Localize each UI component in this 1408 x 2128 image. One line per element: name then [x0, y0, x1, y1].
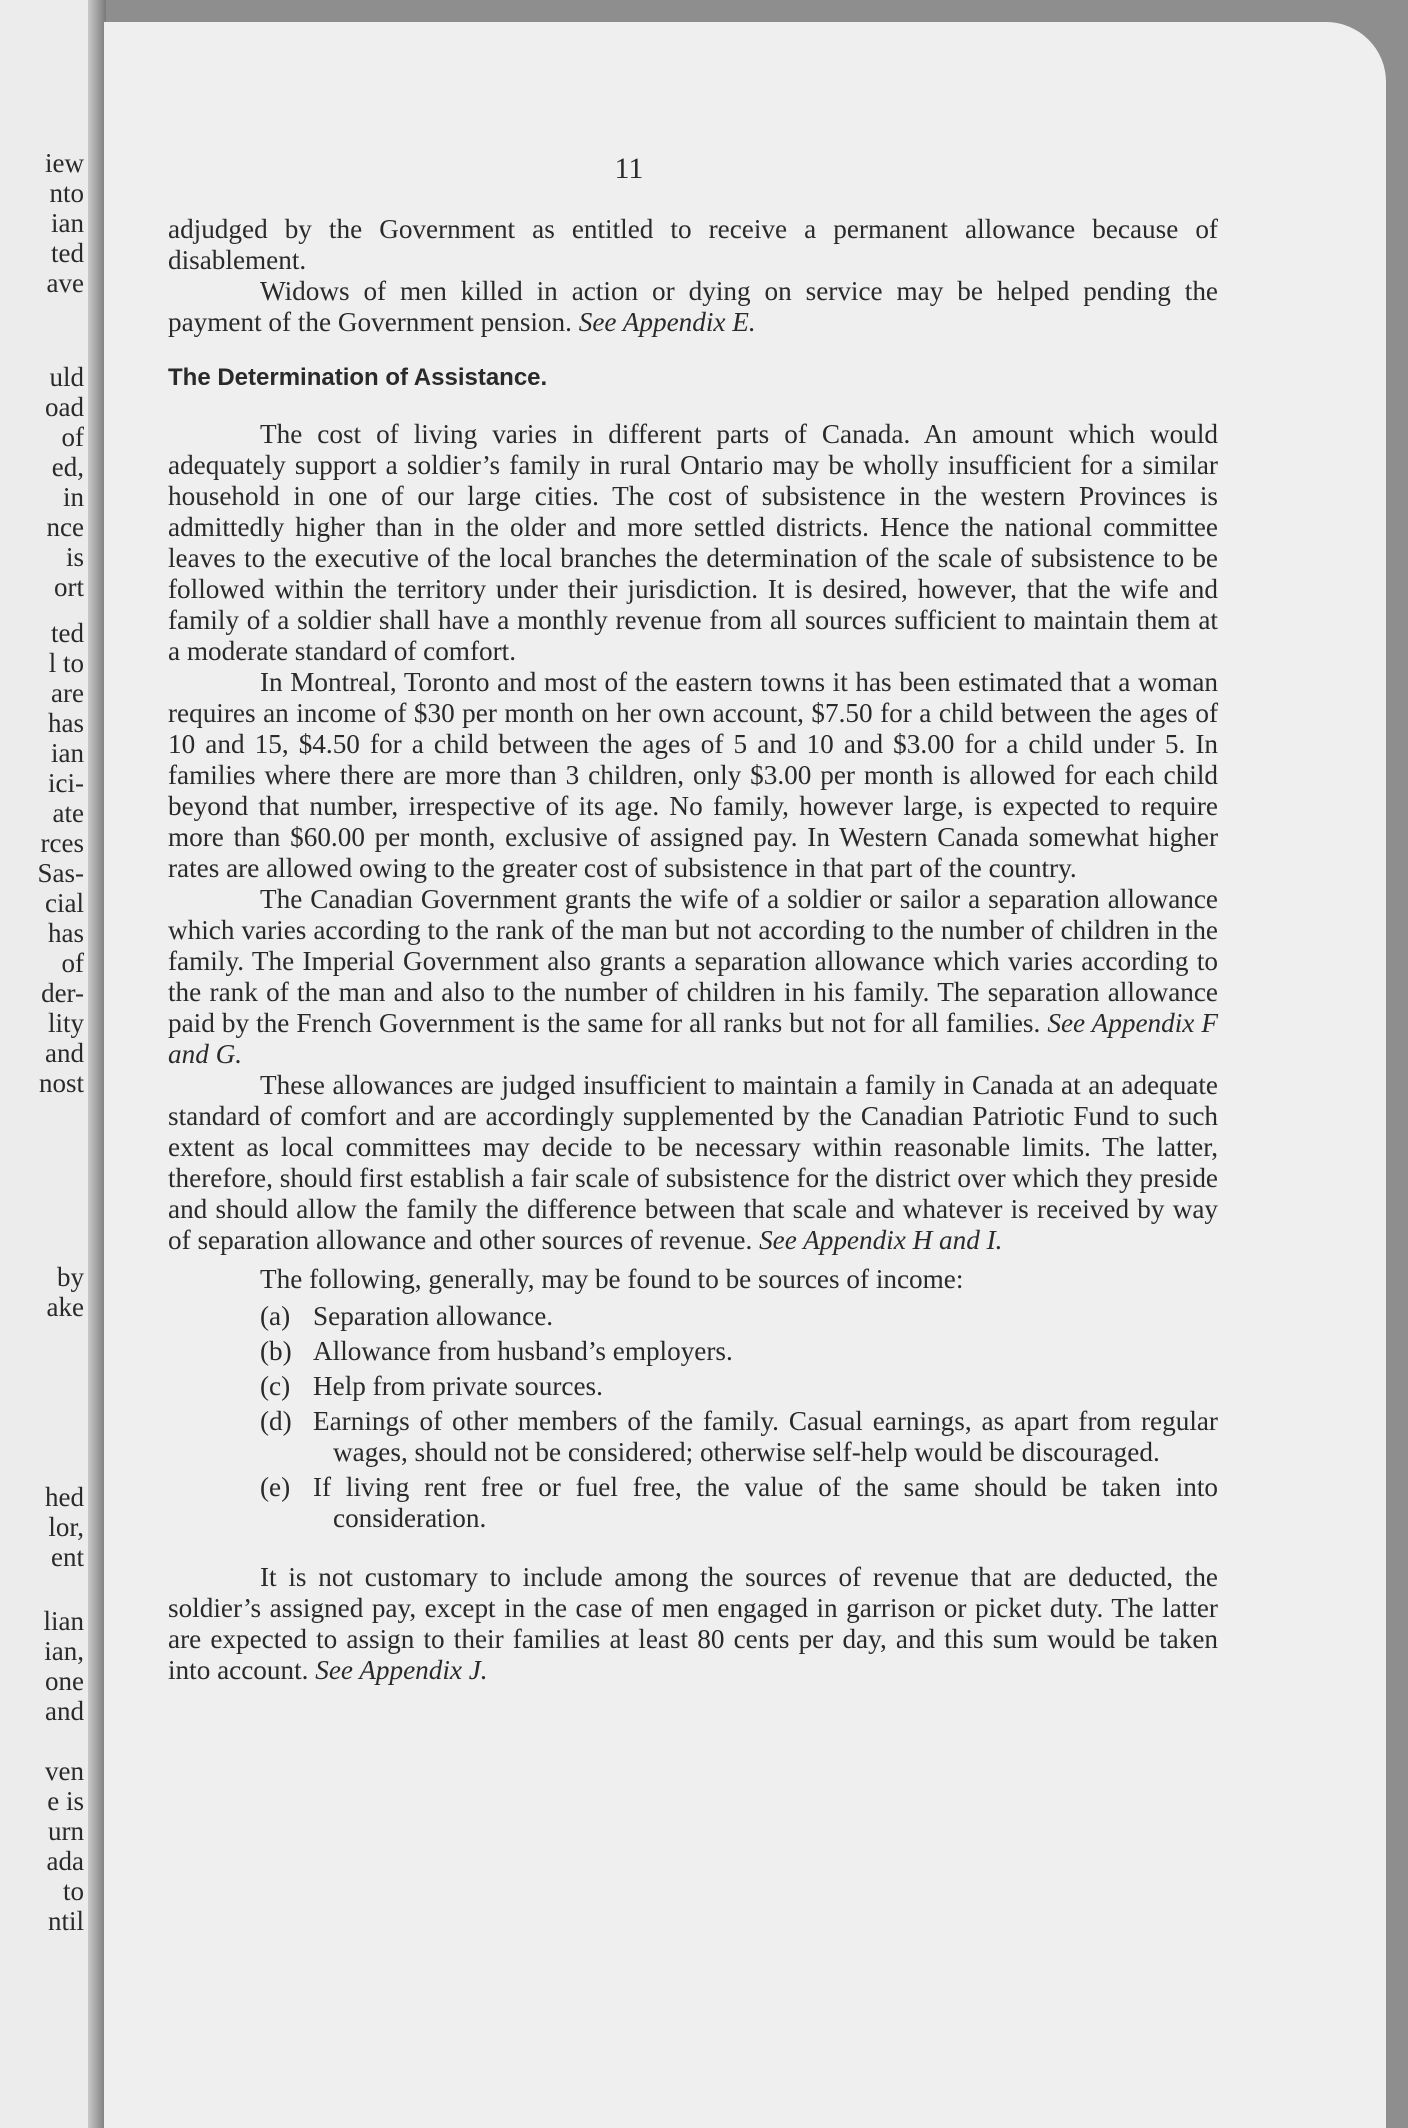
left-fragment: nce	[46, 512, 84, 542]
list-item-text: Allowance from husband’s employers.	[313, 1336, 733, 1366]
paragraph-text: These allowances are judged insufficient to maintain a family in Canada at an adequate standard of comfort and are accordingly supplemented by the Canadian Patriotic Fund to such extent as local committees may decide to be necessary within reasonable limits. The latter, therefore, should first establish a fair scale of subsistence for the district over which they preside and should allow the family the difference between that scale and whatever is received by way of separation allowance and other sources of revenue.	[168, 1070, 1218, 1255]
left-fragment: hed	[45, 1482, 84, 1512]
left-fragment: l to	[48, 648, 84, 678]
left-fragment: der-	[41, 978, 84, 1008]
left-fragment: ort	[54, 572, 84, 602]
left-fragment: ian	[51, 738, 84, 768]
left-fragment: ave	[46, 268, 84, 298]
left-fragment: uld	[49, 362, 84, 392]
appendix-reference: See Appendix H and I.	[759, 1225, 1003, 1255]
left-fragment: one	[45, 1666, 84, 1696]
section-heading: The Determination of Assistance.	[168, 364, 548, 391]
paragraph	[168, 1070, 1218, 1256]
left-fragment: by	[57, 1262, 84, 1292]
appendix-reference: See Appendix E.	[578, 307, 756, 337]
left-fragment: is	[65, 542, 84, 572]
paragraph: The cost of living varies in different parts of Canada. An amount which would adequately support a soldier’s family in rural Ontario may be wholly insufficient for a similar household in one of our large cities. The cost of subsistence in the western Provinces is admittedly higher than in the older and more settled districts. Hence the national committee leaves to the executive of the local branches the determination of the scale of subsistence to be followed within the territory under their jurisdiction. It is desired, however, that the wife and family of a soldier shall have a monthly revenue from all sources sufficient to maintain them at a moderate standard of comfort.	[168, 419, 1218, 666]
list-item-label: (b)	[260, 1336, 292, 1366]
left-fragment: to	[62, 1876, 84, 1906]
left-fragment: e is	[47, 1786, 84, 1816]
list-item	[168, 1472, 1218, 1534]
left-fragment: of	[61, 948, 84, 978]
left-fragment: and	[45, 1696, 84, 1726]
left-fragment: ake	[46, 1292, 84, 1322]
left-fragment: ntil	[47, 1906, 84, 1936]
paragraph-text: Widows of men killed in action or dying on service may be helped pending the payment of the Government pension.	[168, 276, 1218, 337]
left-fragment: cial	[45, 888, 84, 918]
paragraph-text: The Canadian Government grants the wife of a soldier or sailor a separation allowance which varies according to the rank of the man but not according to the number of children in the family. The Imperial Government also grants a separation allowance which varies according to the rank of the man and also to the number of children in his family. The separation allowance paid by the French Government is the same for all ranks but not for all families.	[168, 884, 1218, 1038]
list-item	[168, 1406, 1218, 1468]
left-fragment: lor,	[48, 1512, 84, 1542]
left-fragment: lian	[43, 1606, 84, 1636]
right-page	[104, 22, 1386, 2128]
left-fragment: urn	[48, 1816, 84, 1846]
left-fragment: ed,	[51, 452, 84, 482]
left-fragment: has	[48, 708, 84, 738]
appendix-reference: See Appendix F and G.	[168, 1008, 1219, 1069]
list-item	[168, 1371, 1218, 1402]
list-item-label: (c)	[260, 1371, 291, 1401]
list-item-text: Help from private sources.	[313, 1371, 603, 1401]
left-fragment: ian,	[44, 1636, 84, 1666]
left-fragment: ent	[51, 1542, 84, 1572]
left-fragment: lity	[47, 1008, 84, 1038]
paragraph: In Montreal, Toronto and most of the eastern towns it has been estimated that a woman requires an income of $30 per month on her own account, $7.50 for a child between the ages of 10 and 15, $4.50 for a child between the ages of 5 and 10 and $3.00 for a child under 5. In families where there are more than 3 children, only $3.00 per month is allowed for each child beyond that number, irrespective of its age. No family, however large, is expected to require more than $60.00 per month, exclusive of assigned pay. In Western Canada somewhat higher rates are allowed owing to the greater cost of subsistence in that part of the country.	[168, 667, 1218, 883]
left-fragment: ted	[51, 618, 84, 648]
left-fragment: oad	[45, 392, 84, 422]
left-fragment: rces	[40, 828, 84, 858]
left-fragment: has	[48, 918, 84, 948]
left-fragment: are	[51, 678, 84, 708]
left-fragment: in	[62, 482, 84, 512]
left-fragment: ate	[52, 798, 84, 828]
list-item-text: Separation allowance.	[313, 1301, 554, 1331]
list-item-label: (d)	[260, 1406, 292, 1436]
list-item	[168, 1301, 1218, 1332]
paragraph-text: It is not customary to include among the sources of revenue that are deducted, the soldier’s assigned pay, except in the case of men engaged in garrison or picket duty. The latter are expected to assign to their families at least 80 cents per day, and this sum would be taken into account.	[168, 1562, 1218, 1685]
left-fragment: iew	[45, 148, 84, 178]
left-fragment: ici-	[48, 768, 84, 798]
paragraph: The following, generally, may be found to be sources of income:	[260, 1264, 964, 1294]
paragraph: adjudged by the Government as entitled to receive a permanent allowance because of disablement.	[168, 214, 1218, 275]
list-item-label: (a)	[260, 1301, 291, 1331]
list-item	[168, 1336, 1218, 1367]
left-fragment: ian	[51, 208, 84, 238]
paragraph	[168, 276, 1218, 338]
left-fragment: and	[45, 1038, 84, 1068]
paragraph	[168, 1562, 1218, 1686]
page-number: 11	[614, 152, 644, 185]
left-fragment: ted	[51, 238, 84, 268]
list-item-text: If living rent free or fuel free, the value of the same should be taken into consideration.	[313, 1472, 1218, 1533]
appendix-reference: See Appendix J.	[315, 1655, 488, 1685]
left-fragment: Sas-	[37, 858, 84, 888]
list-item-label: (e)	[260, 1472, 291, 1502]
left-fragment: nto	[49, 178, 84, 208]
left-fragment: ven	[45, 1756, 84, 1786]
left-fragment: of	[61, 422, 84, 452]
list-item-text: Earnings of other members of the family. Casual earnings, as apart from regular wages, should not be considered; otherwise self-help would be discouraged.	[313, 1406, 1218, 1467]
left-fragment: ada	[46, 1846, 84, 1876]
paragraph	[168, 884, 1218, 1070]
page-body	[168, 214, 1218, 1686]
left-fragment: nost	[38, 1068, 84, 1098]
